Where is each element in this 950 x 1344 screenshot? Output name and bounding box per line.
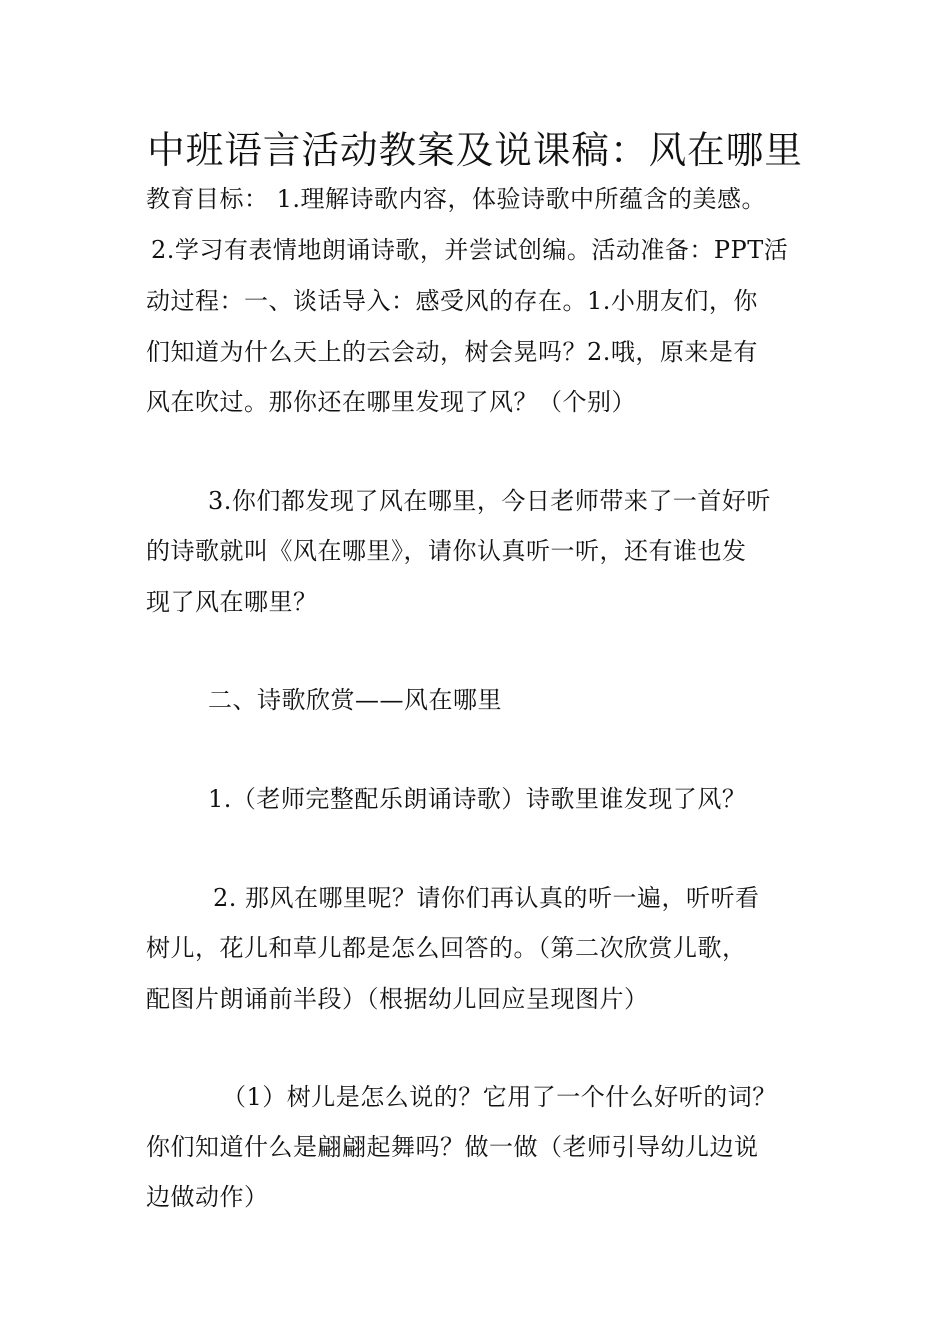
document-title: 中班语言活动教案及说课稿：风在哪里: [147, 128, 803, 172]
paragraph-line: 现了风在哪里？: [146, 588, 318, 616]
paragraph-line: 们知道为什么天上的云会动，树会晃吗？2.哦，原来是有: [146, 338, 758, 366]
paragraph-line: 1.（老师完整配乐朗诵诗歌）诗歌里谁发现了风？: [208, 785, 747, 813]
paragraph-line: 2.学习有表情地朗诵诗歌，并尝试创编。活动准备：PPT活: [151, 236, 789, 264]
paragraph-line: 教育目标： 1.理解诗歌内容，体验诗歌中所蕴含的美感。: [146, 185, 767, 213]
paragraph-line: 树儿，花儿和草儿都是怎么回答的。（第二次欣赏儿歌，: [146, 934, 747, 962]
paragraph-line: 2. 那风在哪里呢？请你们再认真的听一遍，听听看: [213, 884, 760, 912]
paragraph-line: 风在吹过。那你还在哪里发现了风？（个别）: [146, 388, 636, 416]
paragraph-line: 的诗歌就叫《风在哪里》，请你认真听一听，还有谁也发: [146, 537, 747, 565]
paragraph-line: 配图片朗诵前半段）（根据幼儿回应呈现图片）: [146, 985, 649, 1013]
paragraph-line: 你们知道什么是翩翩起舞吗？做一做（老师引导幼儿边说: [146, 1133, 759, 1161]
paragraph-line: （1）树儿是怎么说的？它用了一个什么好听的词？: [222, 1083, 777, 1111]
paragraph-line: 动过程：一、谈话导入：感受风的存在。1.小朋友们，你: [146, 287, 758, 315]
paragraph-line: 3.你们都发现了风在哪里，今日老师带来了一首好听: [208, 487, 771, 515]
section-heading: 二、诗歌欣赏——风在哪里: [208, 686, 502, 714]
paragraph-line: 边做动作）: [146, 1183, 269, 1211]
